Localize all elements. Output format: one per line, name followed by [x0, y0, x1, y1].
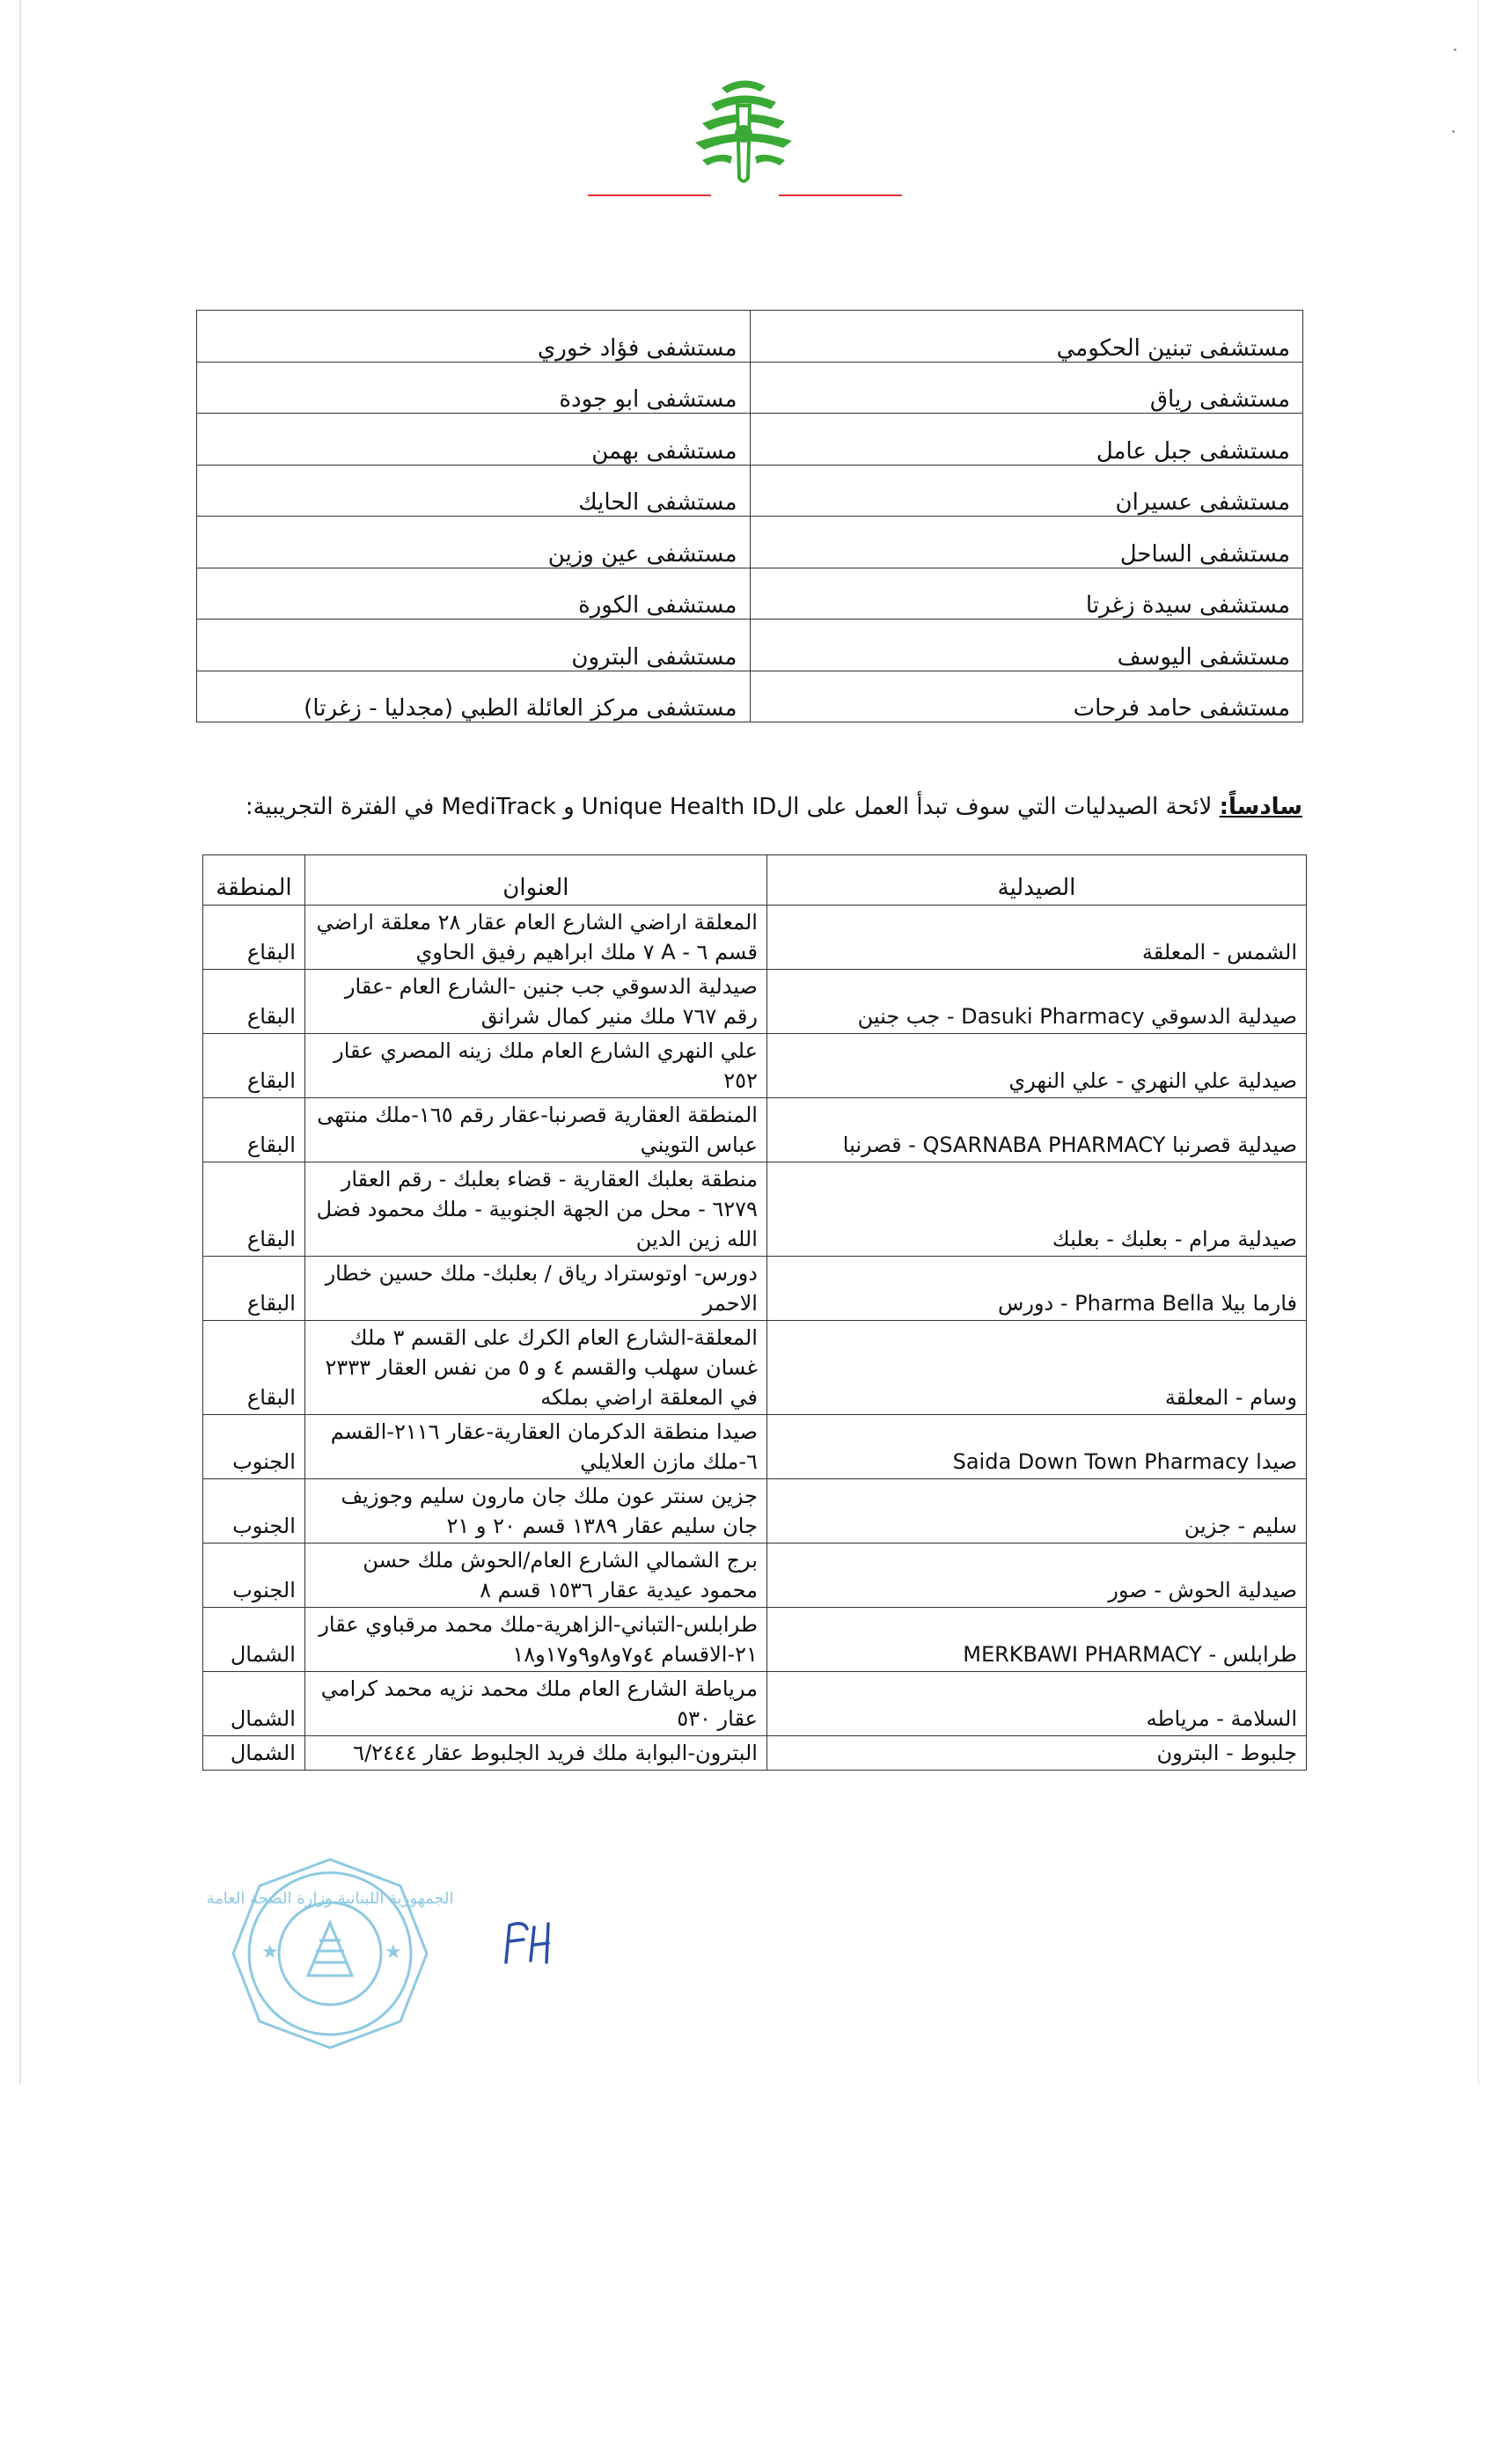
pharmacy-region-cell: الجنوب [203, 1544, 305, 1608]
pharmacy-name-cell: جلبوط - البترون [766, 1736, 1306, 1771]
pharmacy-name-cell: صيدلية الدسوقي Dasuki Pharmacy - جب جنين [766, 970, 1306, 1034]
hospital-name-right: مستشفى عسيران [750, 465, 1303, 517]
pharmacy-name-cell: صيدا Saida Down Town Pharmacy [766, 1415, 1306, 1479]
section-text: لائحة الصيدليات التي سوف تبدأ العمل على الUnique Health ID و MediTrack في الفترة التجريبية: [245, 794, 1213, 820]
pharmacy-address-cell: المعلقة اراضي الشارع العام عقار ٢٨ معلقة اراضي قسم ٦ - A ٧ ملك ابراهيم رفيق الحاوي [304, 906, 766, 970]
pharmacy-address-cell: طرابلس-التباني-الزاهرية-ملك محمد مرقباوي عقار ٢١-الاقسام ٤و٧و٨و٩و١٧و١٨ [304, 1608, 766, 1672]
hospital-name-left: مستشفى مركز العائلة الطبي (مجدليا - زغرتا) [197, 671, 751, 722]
logo-underline-right [779, 194, 902, 196]
pharmacy-name-cell: سليم - جزين [766, 1479, 1306, 1544]
header-pharmacy: الصيدلية [766, 855, 1306, 906]
hospital-name-left: مستشفى الحايك [197, 465, 751, 517]
hospital-name-left: مستشفى ابو جودة [197, 362, 751, 414]
pharmacy-row [203, 1608, 1307, 1672]
svg-text:★: ★ [261, 1941, 279, 1963]
svg-text:★: ★ [385, 1941, 402, 1963]
hospital-name-right: مستشفى جبل عامل [750, 414, 1303, 466]
section-number: سادساً: [1219, 794, 1302, 820]
hospital-name-right: مستشفى سيدة زغرتا [750, 568, 1303, 620]
pharmacy-address-cell: جزين سنتر عون ملك جان مارون سليم وجوزيف جان سليم عقار ١٣٨٩ قسم ٢٠ و ٢١ [304, 1479, 766, 1544]
hospital-row [197, 311, 1303, 363]
pharmacy-row [203, 1321, 1307, 1415]
header-address: العنوان [304, 855, 766, 906]
pharmacy-region-cell: البقاع [203, 1257, 305, 1321]
pharmacies-table [202, 854, 1307, 1771]
pharmacies-header-row [203, 855, 1307, 906]
page-background-below [0, 2084, 1496, 2464]
pharmacy-address-cell: صيدلية الدسوقي جب جنين -الشارع العام -عقار رقم ٧٦٧ ملك منير كمال شرانق [304, 970, 766, 1034]
pharmacy-region-cell: الشمال [203, 1608, 305, 1672]
pharmacy-address-cell: علي النهري الشارع العام ملك زينه المصري عقار ٢٥٢ [304, 1034, 766, 1098]
hospital-name-right: مستشفى رياق [750, 362, 1303, 414]
hospital-row [197, 414, 1303, 466]
pharmacy-address-cell: مرياطة الشارع العام ملك محمد نزيه محمد كرامي عقار ٥٣٠ [304, 1672, 766, 1736]
pharmacy-address-cell: المعلقة-الشارع العام الكرك على القسم ٣ ملك غسان سهلب والقسم ٤ و ٥ من نفس العقار ٢٣٣٣ في المعلقة اراضي بملكه [304, 1321, 766, 1415]
pharmacy-name-cell: السلامة - مرياطه [766, 1672, 1306, 1736]
pharmacy-region-cell: البقاع [203, 1321, 305, 1415]
hospital-name-right: مستشفى تبنين الحكومي [750, 311, 1303, 363]
hospitals-table [196, 310, 1303, 722]
hospital-name-right: مستشفى حامد فرحات [750, 671, 1303, 722]
hospital-row [197, 620, 1303, 671]
pharmacy-row [203, 1162, 1307, 1257]
pharmacy-region-cell: البقاع [203, 1034, 305, 1098]
hospital-row [197, 362, 1303, 414]
signature-initials-icon [497, 1910, 559, 1971]
pharmacy-row [203, 1257, 1307, 1321]
pharmacy-row [203, 1544, 1307, 1608]
pharmacy-address-cell: برج الشمالي الشارع العام/الحوش ملك حسن محمود عيدية عقار ١٥٣٦ قسم ٨ [304, 1544, 766, 1608]
pharmacy-address-cell: المنطقة العقارية قصرنبا-عقار رقم ١٦٥-ملك منتهى عباس التويني [304, 1098, 766, 1162]
pharmacies-section-heading [245, 794, 1302, 820]
pharmacy-region-cell: الشمال [203, 1736, 305, 1771]
hospital-name-left: مستشفى فؤاد خوري [197, 311, 751, 363]
header-region: المنطقة [203, 855, 305, 906]
pharmacy-region-cell: البقاع [203, 970, 305, 1034]
scan-speck [1452, 130, 1455, 133]
pharmacy-region-cell: الجنوب [203, 1479, 305, 1544]
hospital-name-right: مستشفى اليوسف [750, 620, 1303, 671]
scan-speck [1454, 48, 1456, 51]
pharmacy-name-cell: الشمس - المعلقة [766, 906, 1306, 970]
pharmacy-address-cell: منطقة بعلبك العقارية - قضاء بعلبك - رقم العقار ٦٢٧٩ - محل من الجهة الجنوبية - ملك محمود فضل الله زين الدين [304, 1162, 766, 1257]
pharmacy-row [203, 1479, 1307, 1544]
ministry-seal-icon [206, 1852, 454, 2055]
hospital-row [197, 465, 1303, 517]
pharmacy-row [203, 1034, 1307, 1098]
pharmacy-row [203, 970, 1307, 1034]
logo-underline-left [588, 194, 711, 196]
pharmacy-region-cell: البقاع [203, 1098, 305, 1162]
pharmacy-address-cell: دورس- اوتوستراد رياق / بعلبك- ملك حسين خطار الاحمر [304, 1257, 766, 1321]
pharmacy-name-cell: صيدلية مرام - بعلبك - بعلبك [766, 1162, 1306, 1257]
pharmacy-row [203, 1736, 1307, 1771]
pharmacy-address-cell: صيدا منطقة الدكرمان العقارية-عقار ٢١١٦-القسم ٦-ملك مازن العلايلي [304, 1415, 766, 1479]
pharmacy-row [203, 1672, 1307, 1736]
cedar-tree-logo-icon [686, 70, 801, 194]
hospital-name-left: مستشفى البترون [197, 620, 751, 671]
hospital-row [197, 517, 1303, 568]
hospital-name-left: مستشفى الكورة [197, 568, 751, 620]
pharmacy-name-cell: طرابلس - MERKBAWI PHARMACY [766, 1608, 1306, 1672]
pharmacy-row [203, 906, 1307, 970]
hospital-row [197, 671, 1303, 722]
pharmacy-name-cell: صيدلية الحوش - صور [766, 1544, 1306, 1608]
pharmacy-name-cell: صيدلية علي النهري - علي النهري [766, 1034, 1306, 1098]
pharmacy-region-cell: البقاع [203, 906, 305, 970]
pharmacy-name-cell: فارما بيلا Pharma Bella - دورس [766, 1257, 1306, 1321]
pharmacy-region-cell: الشمال [203, 1672, 305, 1736]
hospital-name-right: مستشفى الساحل [750, 517, 1303, 568]
hospital-name-left: مستشفى بهمن [197, 414, 751, 466]
pharmacy-region-cell: الجنوب [203, 1415, 305, 1479]
hospital-row [197, 568, 1303, 620]
pharmacy-region-cell: البقاع [203, 1162, 305, 1257]
hospital-name-left: مستشفى عين وزين [197, 517, 751, 568]
pharmacy-name-cell: صيدلية قصرنبا QSARNABA PHARMACY - قصرنبا [766, 1098, 1306, 1162]
pharmacy-row [203, 1098, 1307, 1162]
pharmacy-name-cell: وسام - المعلقة [766, 1321, 1306, 1415]
pharmacy-address-cell: البترون-البوابة ملك فريد الجلبوط عقار ٦/٢٤٤٤ [304, 1736, 766, 1771]
stamp-text: الجمهورية اللبنانية وزارة الصحة العامة [206, 1889, 454, 1908]
pharmacy-row [203, 1415, 1307, 1479]
